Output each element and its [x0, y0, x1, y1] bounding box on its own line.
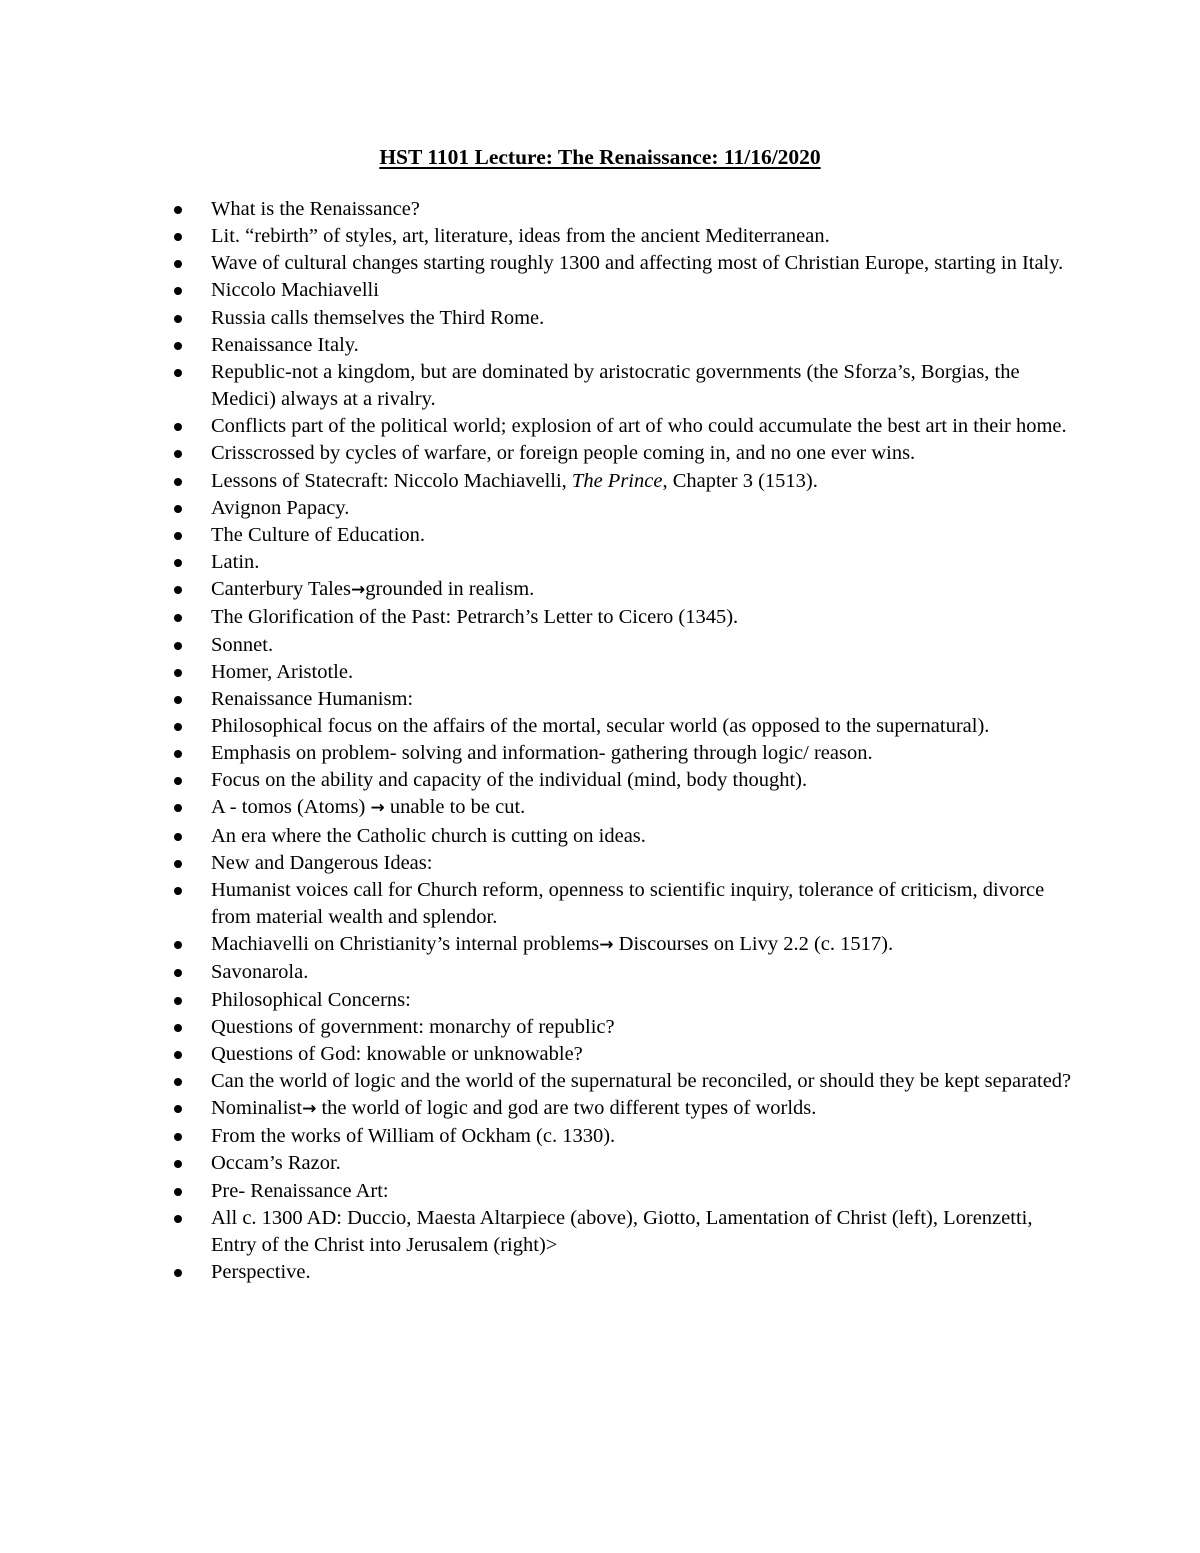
bullet-icon: [174, 1133, 182, 1141]
note-text: What is the Renaissance?: [211, 198, 420, 220]
note-text: Machiavelli on Christianity’s internal problems: [211, 933, 600, 956]
bullet-icon: [174, 423, 182, 431]
bullet-icon: [174, 1051, 182, 1059]
bullet-icon: [174, 233, 182, 241]
note-text: Humanist voices call for Church reform, openness to scientific inquiry, tolerance of criticism, divorce from material wealth and splendor.: [211, 878, 1045, 929]
note-item: [211, 686, 1073, 713]
bullet-icon: [174, 1160, 182, 1168]
note-item: [211, 549, 1073, 576]
note-text: Emphasis on problem- solving and information- gathering through logic/ reason.: [211, 742, 873, 765]
note-text: Questions of government: monarchy of republic?: [211, 1015, 615, 1038]
note-item: [211, 931, 1073, 959]
note-text: Philosophical focus on the affairs of the mortal, secular world (as opposed to the supernatural).: [211, 714, 990, 737]
note-text: An era where the Catholic church is cutting on ideas.: [211, 824, 646, 847]
note-item: [211, 1095, 1073, 1123]
note-item: [211, 823, 1073, 850]
note-text: The Glorification of the Past: Petrarch’s Letter to Cicero (1345).: [211, 606, 739, 629]
note-text: Perspective.: [211, 1261, 311, 1284]
bullet-icon: [174, 532, 182, 540]
document-title: HST 1101 Lecture: The Renaissance: 11/16/2020: [379, 145, 821, 169]
bullet-icon: [174, 997, 182, 1005]
note-item: [211, 794, 1073, 822]
bullet-icon: [174, 614, 182, 622]
note-item: [211, 767, 1073, 794]
note-item: [211, 1041, 1073, 1068]
bullet-icon: [174, 260, 182, 268]
bullet-icon: [174, 1105, 182, 1113]
bullet-icon: [174, 750, 182, 758]
note-item: [211, 223, 1073, 250]
right-arrow-icon: →: [302, 1099, 317, 1120]
note-text: Crisscrossed by cycles of warfare, or foreign people coming in, and no one ever wins.: [211, 442, 916, 465]
right-arrow-icon: →: [350, 580, 366, 601]
note-text: The Culture of Education.: [211, 523, 426, 546]
note-item: [211, 359, 1073, 413]
note-item: [211, 1259, 1073, 1286]
note-item: [211, 713, 1073, 740]
bullet-icon: [174, 1078, 182, 1086]
note-item: [211, 604, 1073, 631]
note-item: [211, 1150, 1073, 1177]
bullet-icon: [174, 860, 182, 868]
note-text: A - tomos (Atoms): [211, 796, 371, 819]
note-text: Can the world of logic and the world of the supernatural be reconciled, or should they be kept separated?: [211, 1070, 1072, 1092]
right-arrow-icon: →: [599, 935, 614, 956]
note-text: Savonarola.: [211, 961, 309, 984]
bullet-icon: [174, 369, 182, 377]
note-text: Lit. “rebirth” of styles, art, literature, ideas from the ancient Mediterranean.: [211, 225, 830, 248]
note-text: Canterbury Tales: [211, 578, 351, 601]
bullet-icon: [174, 723, 182, 731]
note-item: [211, 1068, 1073, 1095]
note-text: Renaissance Italy.: [211, 333, 359, 356]
note-item: [211, 850, 1073, 877]
bullet-icon: [174, 969, 182, 977]
bullet-icon: [174, 941, 182, 949]
bullet-icon: [174, 669, 182, 677]
bullet-icon: [174, 1024, 182, 1032]
note-text: , Chapter 3 (1513).: [662, 469, 818, 492]
note-item: [211, 522, 1073, 549]
bullet-icon: [174, 887, 182, 895]
note-text: Nominalist: [211, 1097, 303, 1120]
note-item: [211, 250, 1073, 277]
note-item: [211, 959, 1073, 986]
note-text: Conflicts part of the political world; explosion of art of who could accumulate the best art in their home.: [211, 415, 1067, 438]
note-item: [211, 659, 1073, 686]
note-item: [211, 413, 1073, 440]
bullet-icon: [174, 450, 182, 458]
bullet-icon: [174, 777, 182, 785]
note-item: [211, 1178, 1073, 1205]
note-text: Homer, Aristotle.: [211, 660, 354, 683]
note-item: [211, 1205, 1073, 1259]
note-item: [211, 332, 1073, 359]
bullet-icon: [174, 1188, 182, 1196]
note-text: Philosophical Concerns:: [211, 988, 411, 1011]
note-text: unable to be cut.: [384, 796, 526, 819]
note-text: Lessons of Statecraft: Niccolo Machiavelli,: [211, 469, 572, 492]
note-item: [211, 1014, 1073, 1041]
right-arrow-icon: →: [370, 798, 385, 819]
note-text: Occam’s Razor.: [211, 1152, 341, 1175]
note-item: [211, 277, 1073, 304]
note-item: [211, 632, 1073, 659]
bullet-icon: [174, 586, 182, 594]
book-title: The Prince: [571, 469, 663, 492]
note-text: the world of logic and god are two different types of worlds.: [316, 1097, 817, 1120]
note-text: Avignon Papacy.: [211, 496, 350, 519]
bullet-icon: [174, 478, 182, 486]
note-text: Renaissance Humanism:: [211, 687, 414, 710]
bullet-icon: [174, 833, 182, 841]
note-item: [211, 877, 1073, 931]
note-text: Pre- Renaissance Art:: [211, 1179, 389, 1202]
bullet-icon: [174, 1269, 182, 1277]
note-item: [211, 305, 1073, 332]
note-text: Wave of cultural changes starting roughly 1300 and affecting most of Christian Europe, starting in Italy.: [211, 252, 1064, 275]
note-item: [211, 576, 1073, 604]
bullet-icon: [174, 1215, 182, 1223]
note-text: Niccolo Machiavelli: [211, 279, 379, 302]
note-text: All c. 1300 AD: Duccio, Maesta Altarpiece (above), Giotto, Lamentation of Christ (left), Lorenzetti, Entry of the Christ into Jerusalem (right)>: [211, 1206, 1033, 1256]
note-item: [211, 495, 1073, 522]
note-text: Focus on the ability and capacity of the individual (mind, body thought).: [211, 769, 808, 792]
note-text: Latin.: [211, 551, 260, 574]
bullet-icon: [174, 696, 182, 704]
bullet-icon: [174, 559, 182, 567]
bullet-icon: [174, 804, 182, 812]
note-item: [211, 440, 1073, 467]
bullet-icon: [174, 342, 182, 350]
note-item: [211, 740, 1073, 767]
note-text: Sonnet.: [211, 633, 274, 656]
note-text: Discourses on Livy 2.2 (c. 1517).: [613, 933, 894, 956]
note-text: Questions of God: knowable or unknowable?: [211, 1042, 583, 1065]
note-text: From the works of William of Ockham (c. 1330).: [211, 1125, 616, 1148]
bullet-icon: [174, 642, 182, 650]
bullet-icon: [174, 505, 182, 513]
note-text: Republic-not a kingdom, but are dominated by aristocratic governments (the Sforza’s, Borgias, the Medici) always at a rivalry.: [211, 360, 1020, 411]
note-item: [211, 1123, 1073, 1150]
lecture-notes-list: [211, 196, 1073, 1286]
note-text: grounded in realism.: [365, 578, 535, 601]
note-item: [211, 196, 1073, 223]
note-item: [211, 468, 1073, 495]
bullet-icon: [174, 206, 182, 214]
bullet-icon: [174, 315, 182, 323]
note-text: New and Dangerous Ideas:: [211, 851, 433, 874]
note-item: [211, 987, 1073, 1014]
note-text: Russia calls themselves the Third Rome.: [211, 306, 545, 329]
bullet-icon: [174, 287, 182, 295]
